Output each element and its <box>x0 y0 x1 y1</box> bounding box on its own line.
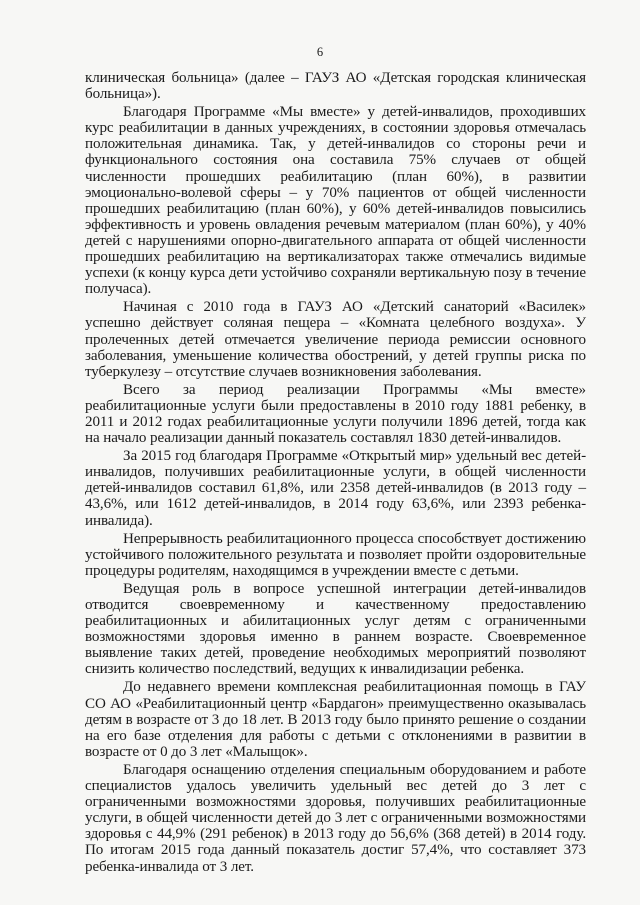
paragraph: За 2015 год благодаря Программе «Открытый мир» удельный вес детей-инвалидов, получивших реабилитационные услуги, в общей численности детей-инвалидов составил 61,8%, или 2358 детей-инвалидов (в 2013 году – 43,6%, или 1612 детей-инвалидов, в 2014 году 63,6%, или 2393 ребенка-инвалида). <box>85 448 586 529</box>
paragraph: Начиная с 2010 года в ГАУЗ АО «Детский санаторий «Василек» успешно действует соляная пещера – «Комната целебного воздуха». У пролеченных детей отмечается увеличение периода ремиссии основного заболевания, уменьшение количества обострений, у детей группы риска по туберкулезу – отсутствие случаев возникновения заболевания. <box>85 299 586 380</box>
paragraph: Благодаря Программе «Мы вместе» у детей-инвалидов, проходивших курс реабилитации в данных учреждениях, в состоянии здоровья отмечалась положительная динамика. Так, у детей-инвалидов со стороны речи и функционального состояния она составила 75% случаев от общей численности прошедших реабилитацию (план 60%), в развитии эмоционально-волевой сферы – у 70% пациентов от общей численности прошедших реабилитацию (план 60%), у 60% детей-инвалидов повысились эффективность и уровень овладения речевым материалом (план 60%), у 40% детей с нарушениями опорно-двигательного аппарата от общей численности прошедших реабилитацию на вертикализаторах также отмечались видимые успехи (к концу курса дети устойчиво сохраняли вертикальную позу в течение получаса). <box>85 104 586 298</box>
paragraph: До недавнего времени комплексная реабилитационная помощь в ГАУ СО АО «Реабилитационный центр «Бардагон» преимущественно оказывалась детям в возрасте от 3 до 18 лет. В 2013 году было принято решение о создании на его базе отделения для работы с детьми с отклонениями в развитии в возрасте от 0 до 3 лет «Малыщок». <box>85 679 586 760</box>
paragraph: Ведущая роль в вопросе успешной интеграции детей-инвалидов отводится своевременному и качественному предоставлению реабилитационных и абилитационных услуг детям с ограниченными возможностями здоровья именно в раннем возрасте. Своевременное выявление таких детей, проведение необходимых мероприятий позволяют снизить количество последствий, ведущих к инвалидизации ребенка. <box>85 580 586 678</box>
paragraph: Всего за период реализации Программы «Мы вместе» реабилитационные услуги были предоставлены в 2010 году 1881 ребенку, в 2011 и 2012 годах реабилитационные услуги получили 1896 детей, тогда как на начало реализации данный показатель составлял 1830 детей-инвалидов. <box>85 381 586 447</box>
paragraph: Непрерывность реабилитационного процесса способствует достижению устойчивого положительного результата и позволяет пройти оздоровительные процедуры родителям, находящимся в учреждении вместе с детьми. <box>85 530 586 579</box>
paragraph: Благодаря оснащению отделения специальным оборудованием и работе специалистов удалось увеличить удельный вес детей до 3 лет с ограниченными возможностями здоровья, получивших реабилитационные услуги, в общей численности детей до 3 лет с ограниченными возможностями здоровья с 44,9% (291 ребенок) в 2013 году до 56,6% (368 детей) в 2014 году. По итогам 2015 года данный показатель достиг 57,4%, что составляет 373 ребенка-инвалида от 3 лет. <box>85 761 586 875</box>
document-body <box>85 70 586 877</box>
page-number: 6 <box>316 45 324 59</box>
paragraph-continuation: клиническая больница» (далее – ГАУЗ АО «Детская городская клиническая больница»). <box>85 70 586 103</box>
